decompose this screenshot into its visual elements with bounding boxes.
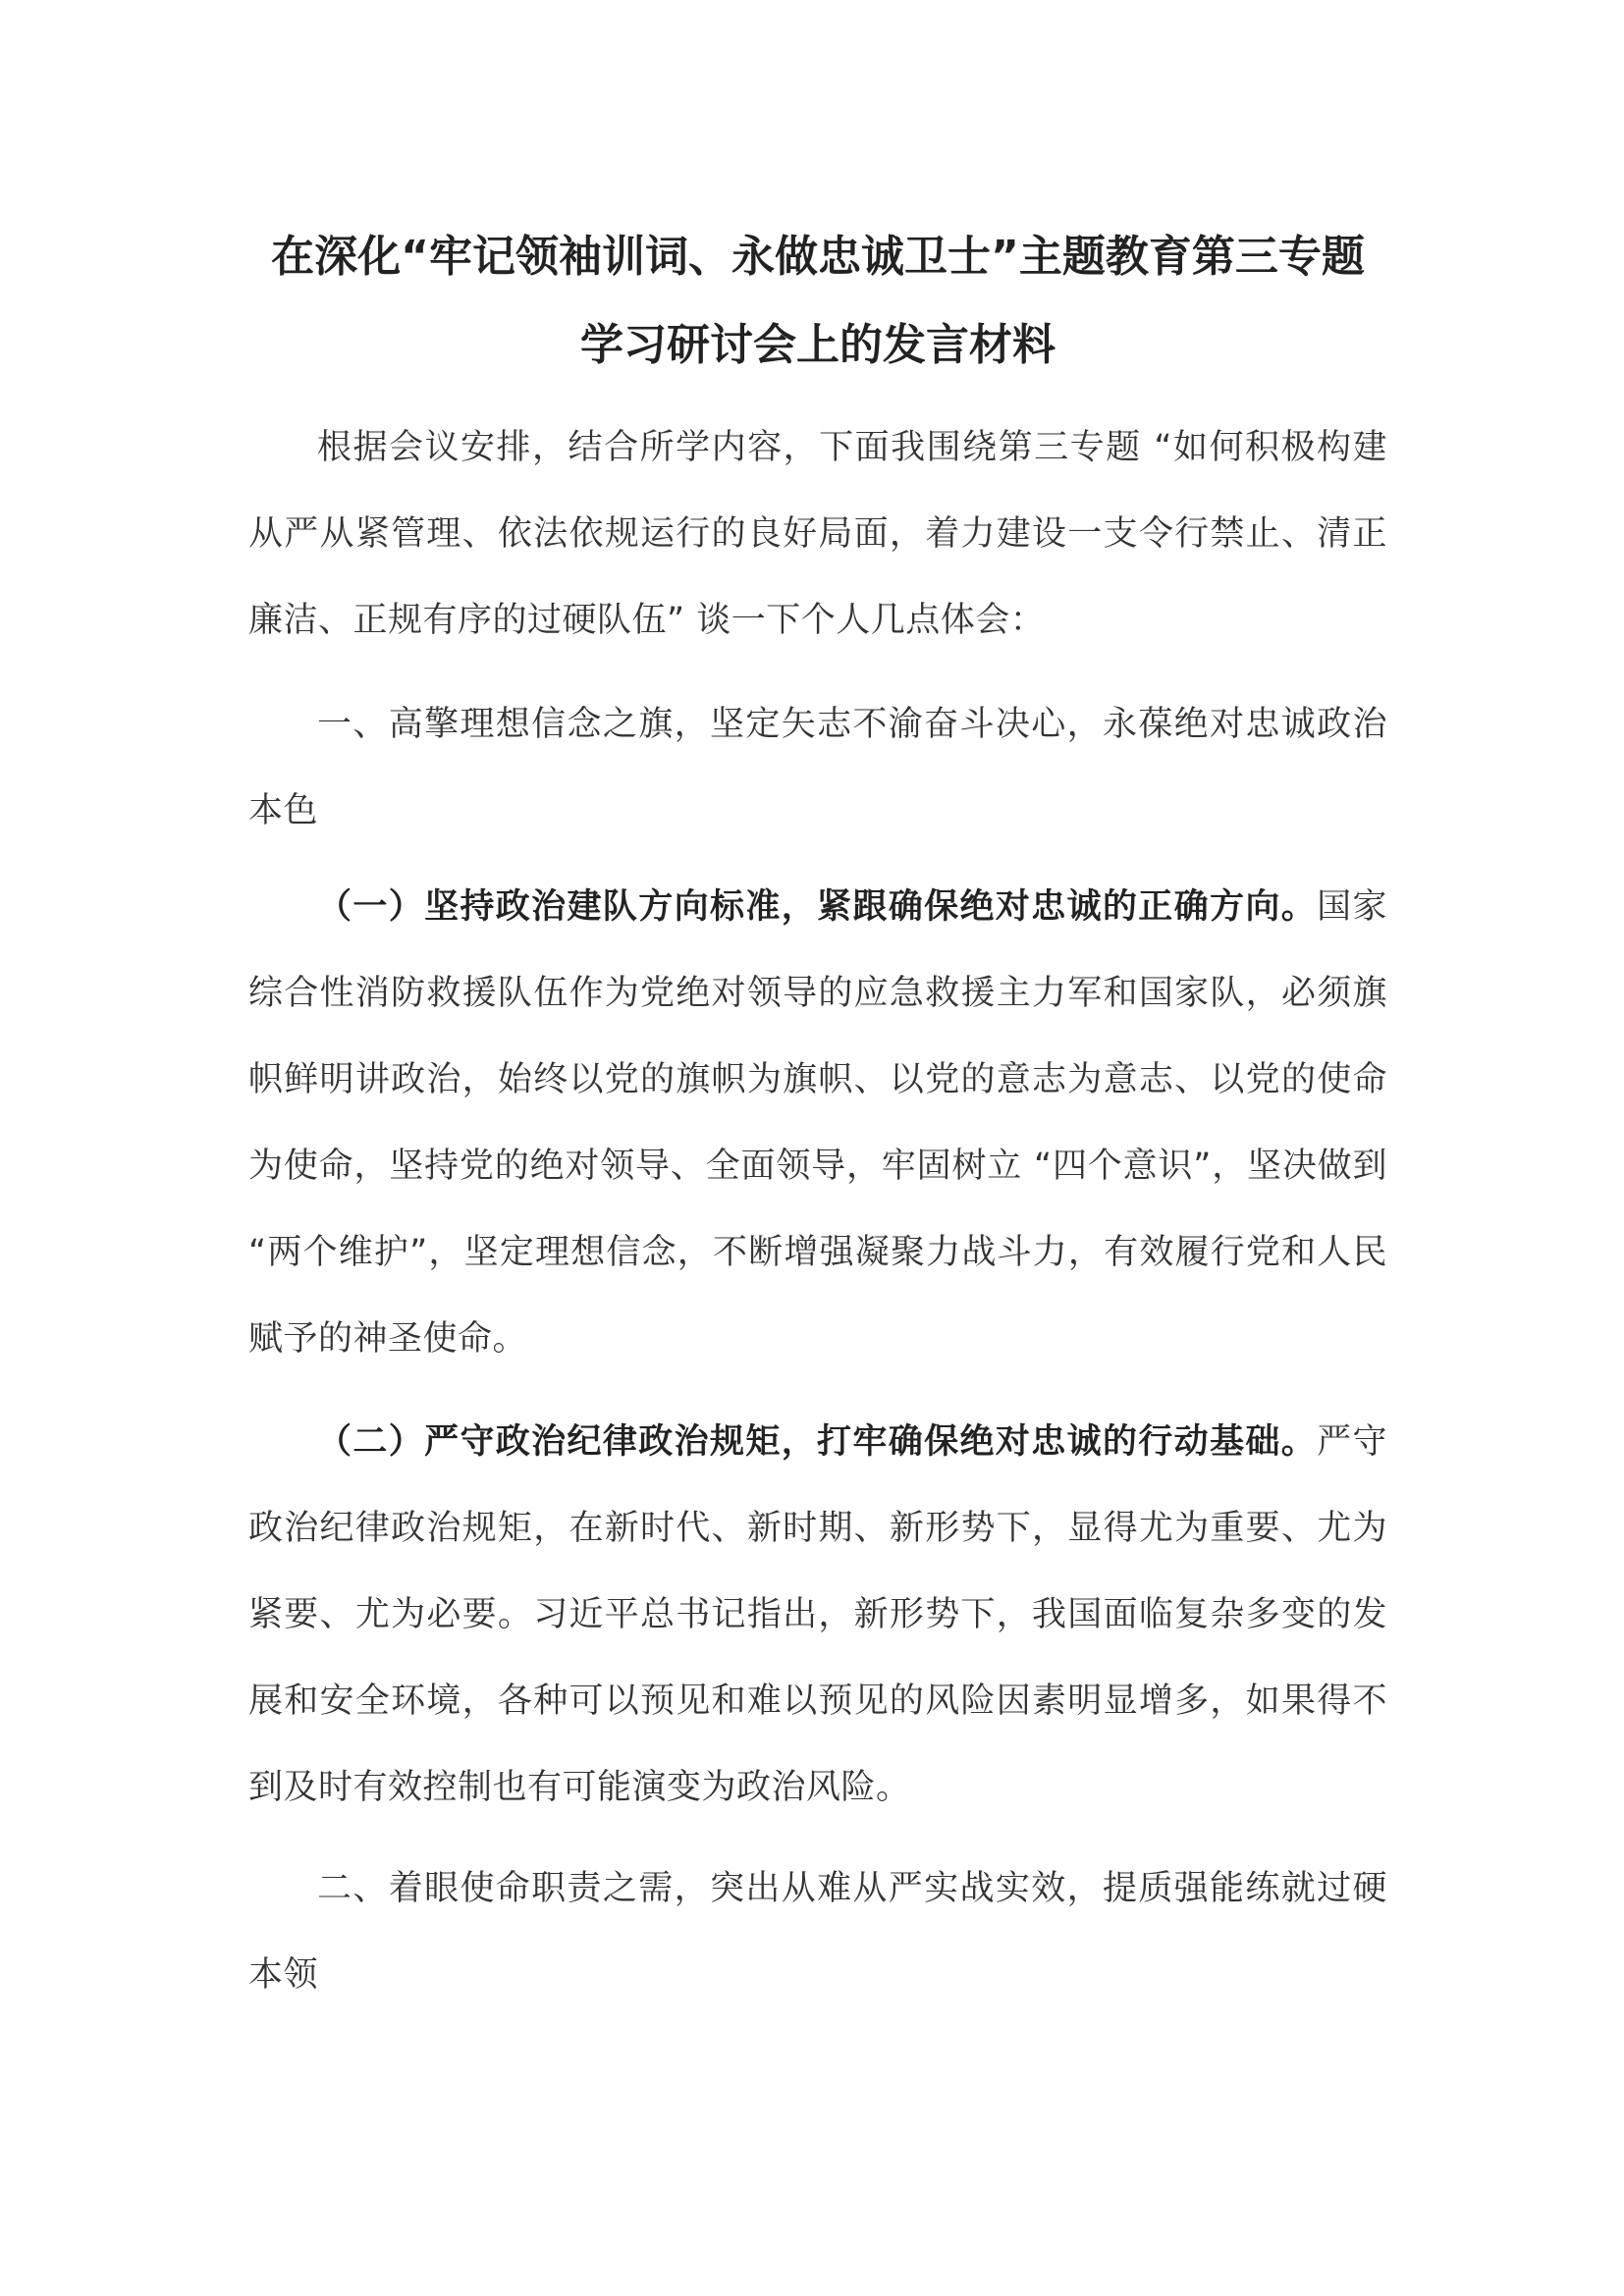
subsection-2-body: 严守政治纪律政治规矩，在新时代、新时期、新形势下，显得尤为重要、尤为紧要、尤为必要。习近平总书记指出，新形势下，我国面临复杂多变的发展和安全环境，各种可以预见和难以预见的风险因素明显增多，如果得不到及时有效控制也有可能演变为政治风险。 <box>248 1422 1387 1807</box>
subsection-1-body: 国家综合性消防救援队伍作为党绝对领导的应急救援主力军和国家队，必须旗帜鲜明讲政治，始终以党的旗帜为旗帜、以党的意志为意志、以党的使命为使命，坚持党的绝对领导、全面领导，牢固树立 “四个意识”，坚决做到 “两个维护”，坚定理想信念，不断增强凝聚力战斗力，有效履行党和人民赋予的神圣使命。 <box>248 887 1387 1359</box>
document-title-line-1: 在深化“牢记领袖训词、永做忠诚卫士”主题教育第三专题 <box>271 232 1365 282</box>
intro-paragraph: 根据会议安排，结合所学内容，下面我围绕第三专题 “如何积极构建从严从紧管理、依法依规运行的良好局面，着力建设一支令行禁止、清正廉洁、正规有序的过硬队伍” 谈一下个人几点体会： <box>248 428 1387 640</box>
subsection-1-paragraph <box>248 864 1387 1382</box>
section-heading-2: 二、着眼使命职责之需，突出从难从严实战实效，提质强能练就过硬本领 <box>248 1869 1387 1995</box>
subsection-1-lead: （一）坚持政治建队方向标准，紧跟确保绝对忠诚的正确方向。 <box>317 887 1318 927</box>
document-title-line-2: 学习研讨会上的发言材料 <box>580 320 1056 370</box>
subsection-2-lead: （二）严守政治纪律政治规矩，打牢确保绝对忠诚的行动基础。 <box>317 1422 1318 1462</box>
section-heading-1: 一、高擎理想信念之旗，坚定矢志不渝奋斗决心，永葆绝对忠诚政治本色 <box>248 705 1387 830</box>
subsection-2-paragraph <box>248 1399 1387 1831</box>
